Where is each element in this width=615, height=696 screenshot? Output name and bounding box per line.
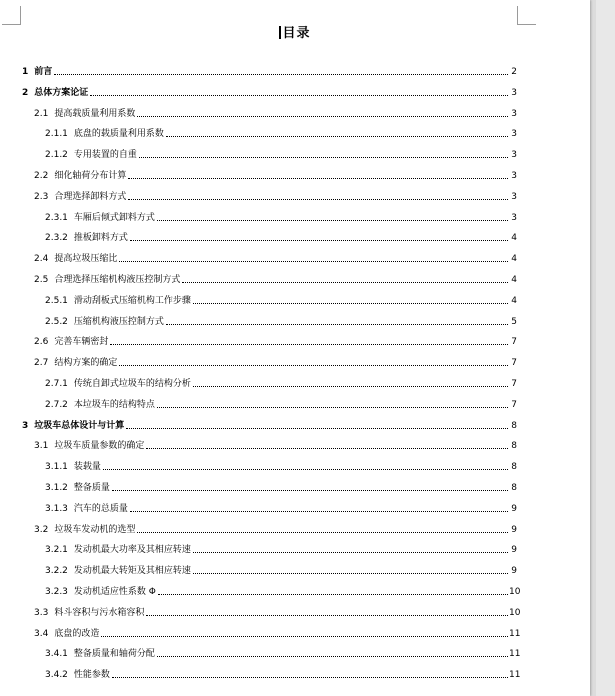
toc-entry-label: [45, 565, 192, 577]
toc-entry-label: [45, 503, 129, 515]
toc-entry[interactable]: [34, 189, 517, 203]
toc-entry-label: [22, 420, 125, 432]
toc-entry-label: [45, 295, 192, 307]
toc-entry-page: 9: [511, 545, 517, 556]
toc-entry-text: 发动机适应性系数 Φ: [73, 587, 156, 597]
toc-entry[interactable]: [22, 85, 517, 99]
toc-dot-leader: [157, 406, 508, 408]
toc-dot-leader: [137, 115, 508, 117]
toc-dot-leader: [54, 73, 508, 75]
toc-entry-number: 3.2.1: [45, 545, 68, 556]
toc-entry-page: 4: [511, 233, 517, 244]
toc-dot-leader: [146, 447, 508, 449]
toc-entry-number: 2.3: [34, 191, 49, 202]
toc-dot-leader: [119, 260, 508, 262]
toc-entry[interactable]: [34, 168, 517, 182]
toc-entry-text: 滑动刮板式压缩机构工作步骤: [73, 295, 191, 306]
toc-entry-label: [45, 378, 192, 390]
toc-entry-number: 3.2.2: [45, 566, 68, 577]
toc-entry-text: 合理选择压缩机构液压控制方式: [54, 275, 181, 285]
toc-entry[interactable]: [45, 646, 521, 660]
toc-dot-leader: [158, 593, 508, 595]
toc-entry-number: 3.1.1: [45, 462, 68, 473]
toc-dot-leader: [137, 531, 508, 533]
toc-entry-page: 5: [511, 316, 517, 327]
toc-entry-text: 车厢后倾式卸料方式: [73, 212, 155, 223]
toc-entry-page: 3: [511, 150, 517, 161]
toc-entry-number: 3: [22, 420, 29, 431]
toc-entry-label: [34, 253, 118, 265]
toc-entry-label: [34, 191, 127, 203]
toc-entry-text: 提高垃圾压缩比: [54, 254, 118, 265]
toc-entry-number: 3.2: [34, 524, 49, 535]
toc-entry-page: 8: [511, 441, 517, 452]
toc-entry[interactable]: [45, 376, 517, 390]
toc-entry-number: 2.7.2: [45, 399, 68, 410]
toc-dot-leader: [166, 323, 508, 325]
toc-entry-number: 2.5: [34, 275, 49, 285]
toc-entry[interactable]: [34, 626, 521, 640]
toc-entry-text: 底盘的载质量利用系数: [73, 129, 164, 140]
toc-entry-text: 完善车辆密封: [54, 337, 109, 348]
toc-entry[interactable]: [34, 334, 517, 348]
toc-entry-label: [45, 149, 138, 161]
toc-entry-page: 4: [511, 254, 517, 265]
toc-dot-leader: [139, 156, 508, 158]
toc-entry[interactable]: [22, 418, 517, 432]
toc-entry-number: 3.1.2: [45, 483, 68, 493]
toc-dot-leader: [112, 676, 508, 678]
toc-entry-number: 2.5.1: [45, 295, 68, 306]
toc-dot-leader: [128, 198, 508, 200]
toc-dot-leader: [146, 614, 508, 616]
toc-entry-text: 传统自卸式垃圾车的结构分析: [73, 379, 191, 389]
toc-entry[interactable]: [45, 480, 517, 494]
toc-dot-leader: [112, 489, 508, 491]
toc-entry-text: 发动机最大转矩及其相应转速: [73, 566, 191, 577]
toc-entry[interactable]: [45, 397, 517, 411]
toc-entry-label: [34, 336, 109, 348]
toc-entry-label: [34, 108, 136, 120]
toc-entry[interactable]: [45, 501, 517, 515]
toc-entry[interactable]: [45, 147, 517, 161]
toc-entry[interactable]: [45, 563, 517, 577]
toc-entry-label: [45, 648, 156, 660]
toc-entry-label: [45, 669, 111, 681]
toc-entry-page: 9: [511, 566, 517, 577]
toc-entry[interactable]: [34, 438, 517, 452]
toc-entry[interactable]: [34, 605, 521, 619]
toc-entry-text: 发动机最大功率及其相应转速: [73, 545, 191, 556]
toc-entry-label: [34, 274, 181, 286]
toc-entry-text: 垃圾车质量参数的确定: [54, 441, 145, 452]
toc-entry-number: 2.5.2: [45, 316, 68, 327]
toc-entry[interactable]: [45, 584, 521, 598]
toc-dot-leader: [193, 572, 508, 574]
toc-entry-number: 3.3: [34, 607, 49, 618]
toc-entry[interactable]: [45, 667, 521, 681]
toc-entry[interactable]: [22, 64, 517, 78]
toc-entry-label: [22, 87, 89, 99]
vertical-scrollbar[interactable]: [596, 0, 615, 696]
toc-entry-number: 2.7: [34, 358, 49, 369]
toc-entry-page: 3: [511, 87, 517, 98]
toc-entry[interactable]: [45, 542, 517, 556]
toc-entry[interactable]: [34, 522, 517, 536]
toc-dot-leader: [128, 177, 508, 179]
toc-entry-text: 本垃圾车的结构特点: [73, 399, 155, 410]
toc-entry-label: [34, 357, 118, 369]
toc-entry-page: 8: [511, 462, 517, 473]
toc-entry-label: [45, 128, 165, 140]
toc-entry[interactable]: [34, 355, 517, 369]
toc-entry-number: 2.3.2: [45, 233, 68, 244]
toc-entry-label: [34, 628, 100, 640]
toc-entry-page: 7: [511, 358, 517, 369]
toc-entry-page: 2: [511, 67, 517, 77]
toc-entry-number: 2.1.2: [45, 150, 68, 161]
toc-entry-page: 10: [509, 607, 521, 618]
toc-entry-label: [45, 461, 102, 473]
toc-dot-leader: [110, 343, 508, 345]
toc-entry-text: 底盘的改造: [54, 628, 100, 639]
toc-entry-text: 装载量: [73, 462, 101, 473]
toc-entry[interactable]: [34, 272, 517, 286]
toc-dot-leader: [193, 551, 508, 553]
toc-entry[interactable]: [45, 459, 517, 473]
toc-entry-label: [34, 440, 145, 452]
toc-entry-number: 3.1: [34, 441, 49, 452]
toc-dot-leader: [130, 510, 508, 512]
toc-dot-leader: [157, 655, 508, 657]
toc-entry-page: 9: [511, 503, 517, 514]
toc-title: [0, 22, 590, 41]
toc-entry-label: [45, 586, 157, 598]
toc-entry-label: [45, 544, 192, 556]
toc-entry-text: 压缩机构液压控制方式: [73, 316, 164, 327]
toc-entry-text: 总体方案论证: [34, 87, 89, 98]
toc-entry[interactable]: [45, 314, 517, 328]
toc-entry-number: 2.2: [34, 171, 49, 181]
toc-entry-page: 9: [511, 524, 517, 535]
toc-entry[interactable]: [34, 251, 517, 265]
toc-entry-text: 性能参数: [73, 670, 110, 681]
toc-entry-label: [45, 482, 111, 494]
toc-dot-leader: [119, 364, 508, 366]
toc-entry-page: 7: [511, 399, 517, 410]
toc-entry-text: 合理选择卸料方式: [54, 191, 127, 202]
toc-entry-text: 料斗容积与污水箱容积: [54, 607, 145, 618]
toc-entry-page: 11: [509, 628, 521, 639]
toc-entry-text: 汽车的总质量: [73, 503, 128, 514]
toc-entry[interactable]: [34, 106, 517, 120]
toc-entry-text: 提高载质量利用系数: [54, 108, 136, 119]
toc-entry-label: [45, 232, 129, 244]
toc-entry-number: 2.6: [34, 337, 49, 348]
toc-title-text: 目录: [282, 26, 311, 41]
toc-entry-label: [45, 399, 156, 411]
toc-dot-leader: [157, 219, 508, 221]
toc-dot-leader: [101, 635, 508, 637]
toc-entry[interactable]: [45, 293, 517, 307]
toc-entry-number: 3.1.3: [45, 503, 68, 514]
toc-entry-number: 2.3.1: [45, 212, 68, 223]
toc-entry[interactable]: [45, 230, 517, 244]
toc-entry-text: 前言: [34, 67, 53, 77]
toc-entry-page: 11: [509, 649, 521, 660]
toc-entry-number: 3.4.1: [45, 649, 68, 660]
toc-entry-page: 8: [511, 420, 517, 431]
toc-entry-page: 3: [511, 129, 517, 140]
toc-entry-page: 4: [511, 275, 517, 285]
toc-dot-leader: [166, 135, 508, 137]
toc-entry-label: [34, 524, 136, 536]
toc-entry-number: 3.4: [34, 628, 49, 639]
toc-entry-label: [45, 316, 165, 328]
toc-dot-leader: [193, 302, 508, 304]
toc-entry-text: 垃圾车总体设计与计算: [34, 420, 125, 431]
toc-entry-text: 结构方案的确定: [54, 358, 118, 369]
toc-entry-label: [45, 212, 156, 224]
toc-dot-leader: [126, 427, 508, 429]
toc-dot-leader: [103, 468, 508, 470]
toc-dot-leader: [90, 94, 508, 96]
toc-entry-page: 3: [511, 191, 517, 202]
toc-entry-page: 7: [511, 379, 517, 389]
toc-entry-page: 3: [511, 171, 517, 181]
toc-entry-number: 2.7.1: [45, 379, 68, 389]
toc-entry-text: 细化轴荷分布计算: [54, 171, 127, 181]
toc-entry-page: 8: [511, 483, 517, 493]
toc-entry-label: [22, 66, 53, 78]
toc-entry-page: 10: [509, 587, 521, 597]
toc-entry-text: 整备质量: [73, 483, 110, 493]
toc-entry-text: 专用装置的自重: [73, 150, 137, 161]
toc-entry-page: 4: [511, 295, 517, 306]
toc-dot-leader: [193, 385, 508, 387]
toc-dot-leader: [182, 281, 508, 283]
toc-entry-page: 3: [511, 108, 517, 119]
toc-entry-label: [34, 607, 145, 619]
toc-entry-number: 3.2.3: [45, 587, 68, 597]
toc-entry-page: 11: [509, 670, 521, 681]
toc-entry-page: 7: [511, 337, 517, 348]
toc-entry-number: 2.1: [34, 108, 49, 119]
toc-entry-number: 2.1.1: [45, 129, 68, 140]
toc-entry-number: 3.4.2: [45, 670, 68, 681]
toc-entry-number: 2.4: [34, 254, 49, 265]
toc-entry-number: 2: [22, 87, 29, 98]
toc-entry-number: 1: [22, 67, 29, 77]
toc-entry[interactable]: [45, 210, 517, 224]
toc-entry-page: 3: [511, 212, 517, 223]
toc-entry-text: 整备质量和轴荷分配: [73, 649, 155, 660]
toc-entry-text: 推板卸料方式: [73, 233, 128, 244]
toc-entry[interactable]: [45, 126, 517, 140]
toc-entry-label: [34, 170, 127, 182]
toc-entry-text: 垃圾车发动机的选型: [54, 524, 136, 535]
toc-dot-leader: [130, 239, 508, 241]
